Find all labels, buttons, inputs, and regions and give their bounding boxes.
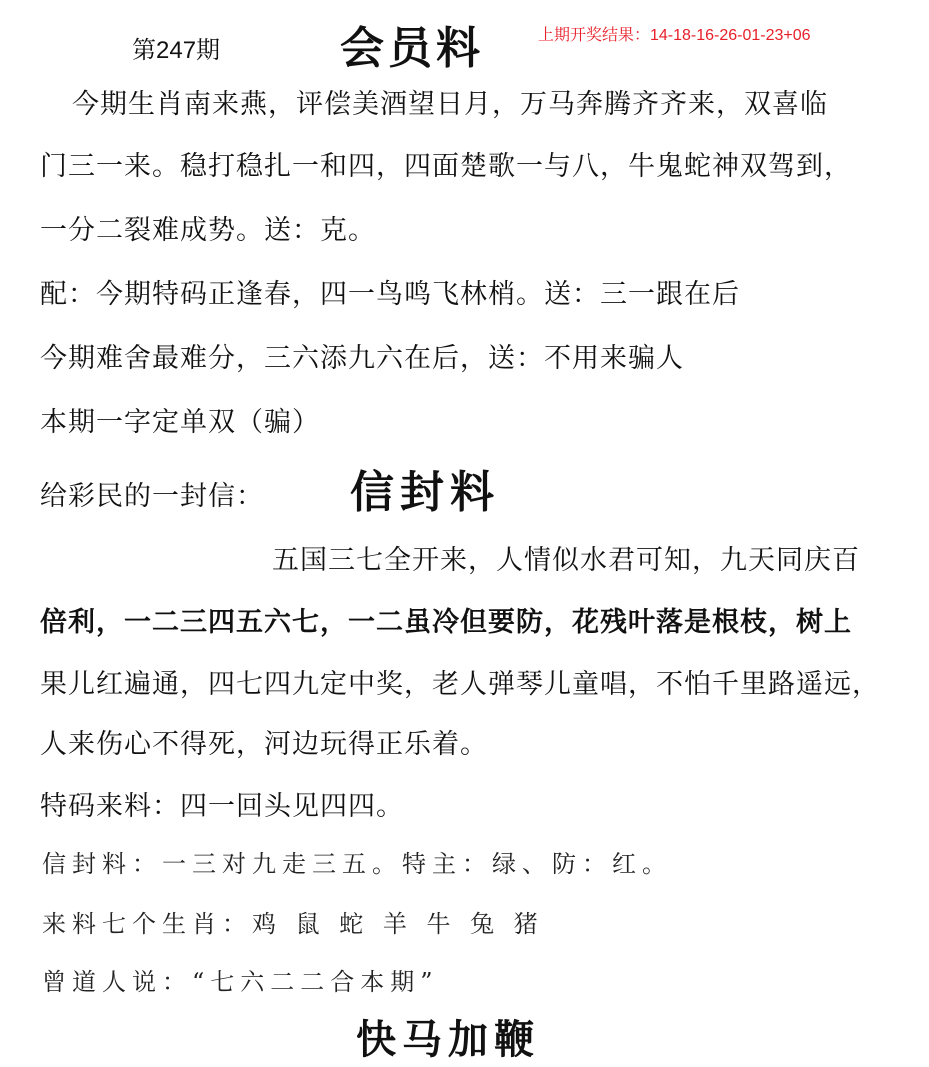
member-line-6: 本期一字定单双（骗） xyxy=(40,407,320,438)
member-line-2: 门三一来。稳打稳扎一和四，四面楚歌一与八，牛鬼蛇神双驾到， xyxy=(40,151,852,182)
last-draw-result: 上期开奖结果：14-18-16-26-01-23+06 xyxy=(538,27,811,44)
member-line-3: 一分二裂难成势。送：克。 xyxy=(40,215,376,246)
issue-number: 第247期 xyxy=(132,37,221,64)
letter-line-2: 倍利，一二三四五六七，一二虽冷但要防，花残叶落是根枝，树上 xyxy=(40,607,852,638)
note-line-2: 来料七个生肖：鸡 鼠 蛇 羊 牛 兔 猪 xyxy=(42,910,544,938)
note-line-3: 曾道人说：“七六二二合本期” xyxy=(42,968,439,996)
letter-line-4: 人来伤心不得死，河边玩得正乐着。 xyxy=(40,729,488,760)
page-title: 会员料 xyxy=(340,23,484,74)
letter-title: 信封料 xyxy=(350,467,500,518)
member-line-5: 今期难舍最难分，三六添九六在后，送：不用来骗人 xyxy=(40,343,684,374)
note-line-1: 信封料：一三对九走三五。特主：绿、防：红。 xyxy=(42,850,672,878)
letter-intro: 给彩民的一封信： xyxy=(40,481,264,512)
letter-line-5: 特码来料：四一回头见四四。 xyxy=(40,791,404,822)
member-line-4: 配：今期特码正逢春，四一鸟鸣飞林梢。送：三一跟在后 xyxy=(40,279,740,310)
member-line-1: 今期生肖南来燕，评偿美酒望日月，万马奔腾齐齐来，双喜临 xyxy=(72,89,828,120)
letter-line-3: 果儿红遍通，四七四九定中奖，老人弹琴儿童唱，不怕千里路遥远， xyxy=(40,669,880,700)
letter-line-1: 五国三七全开来，人情似水君可知，九天同庆百 xyxy=(272,545,860,576)
footer-title: 快马加鞭 xyxy=(356,1016,540,1063)
